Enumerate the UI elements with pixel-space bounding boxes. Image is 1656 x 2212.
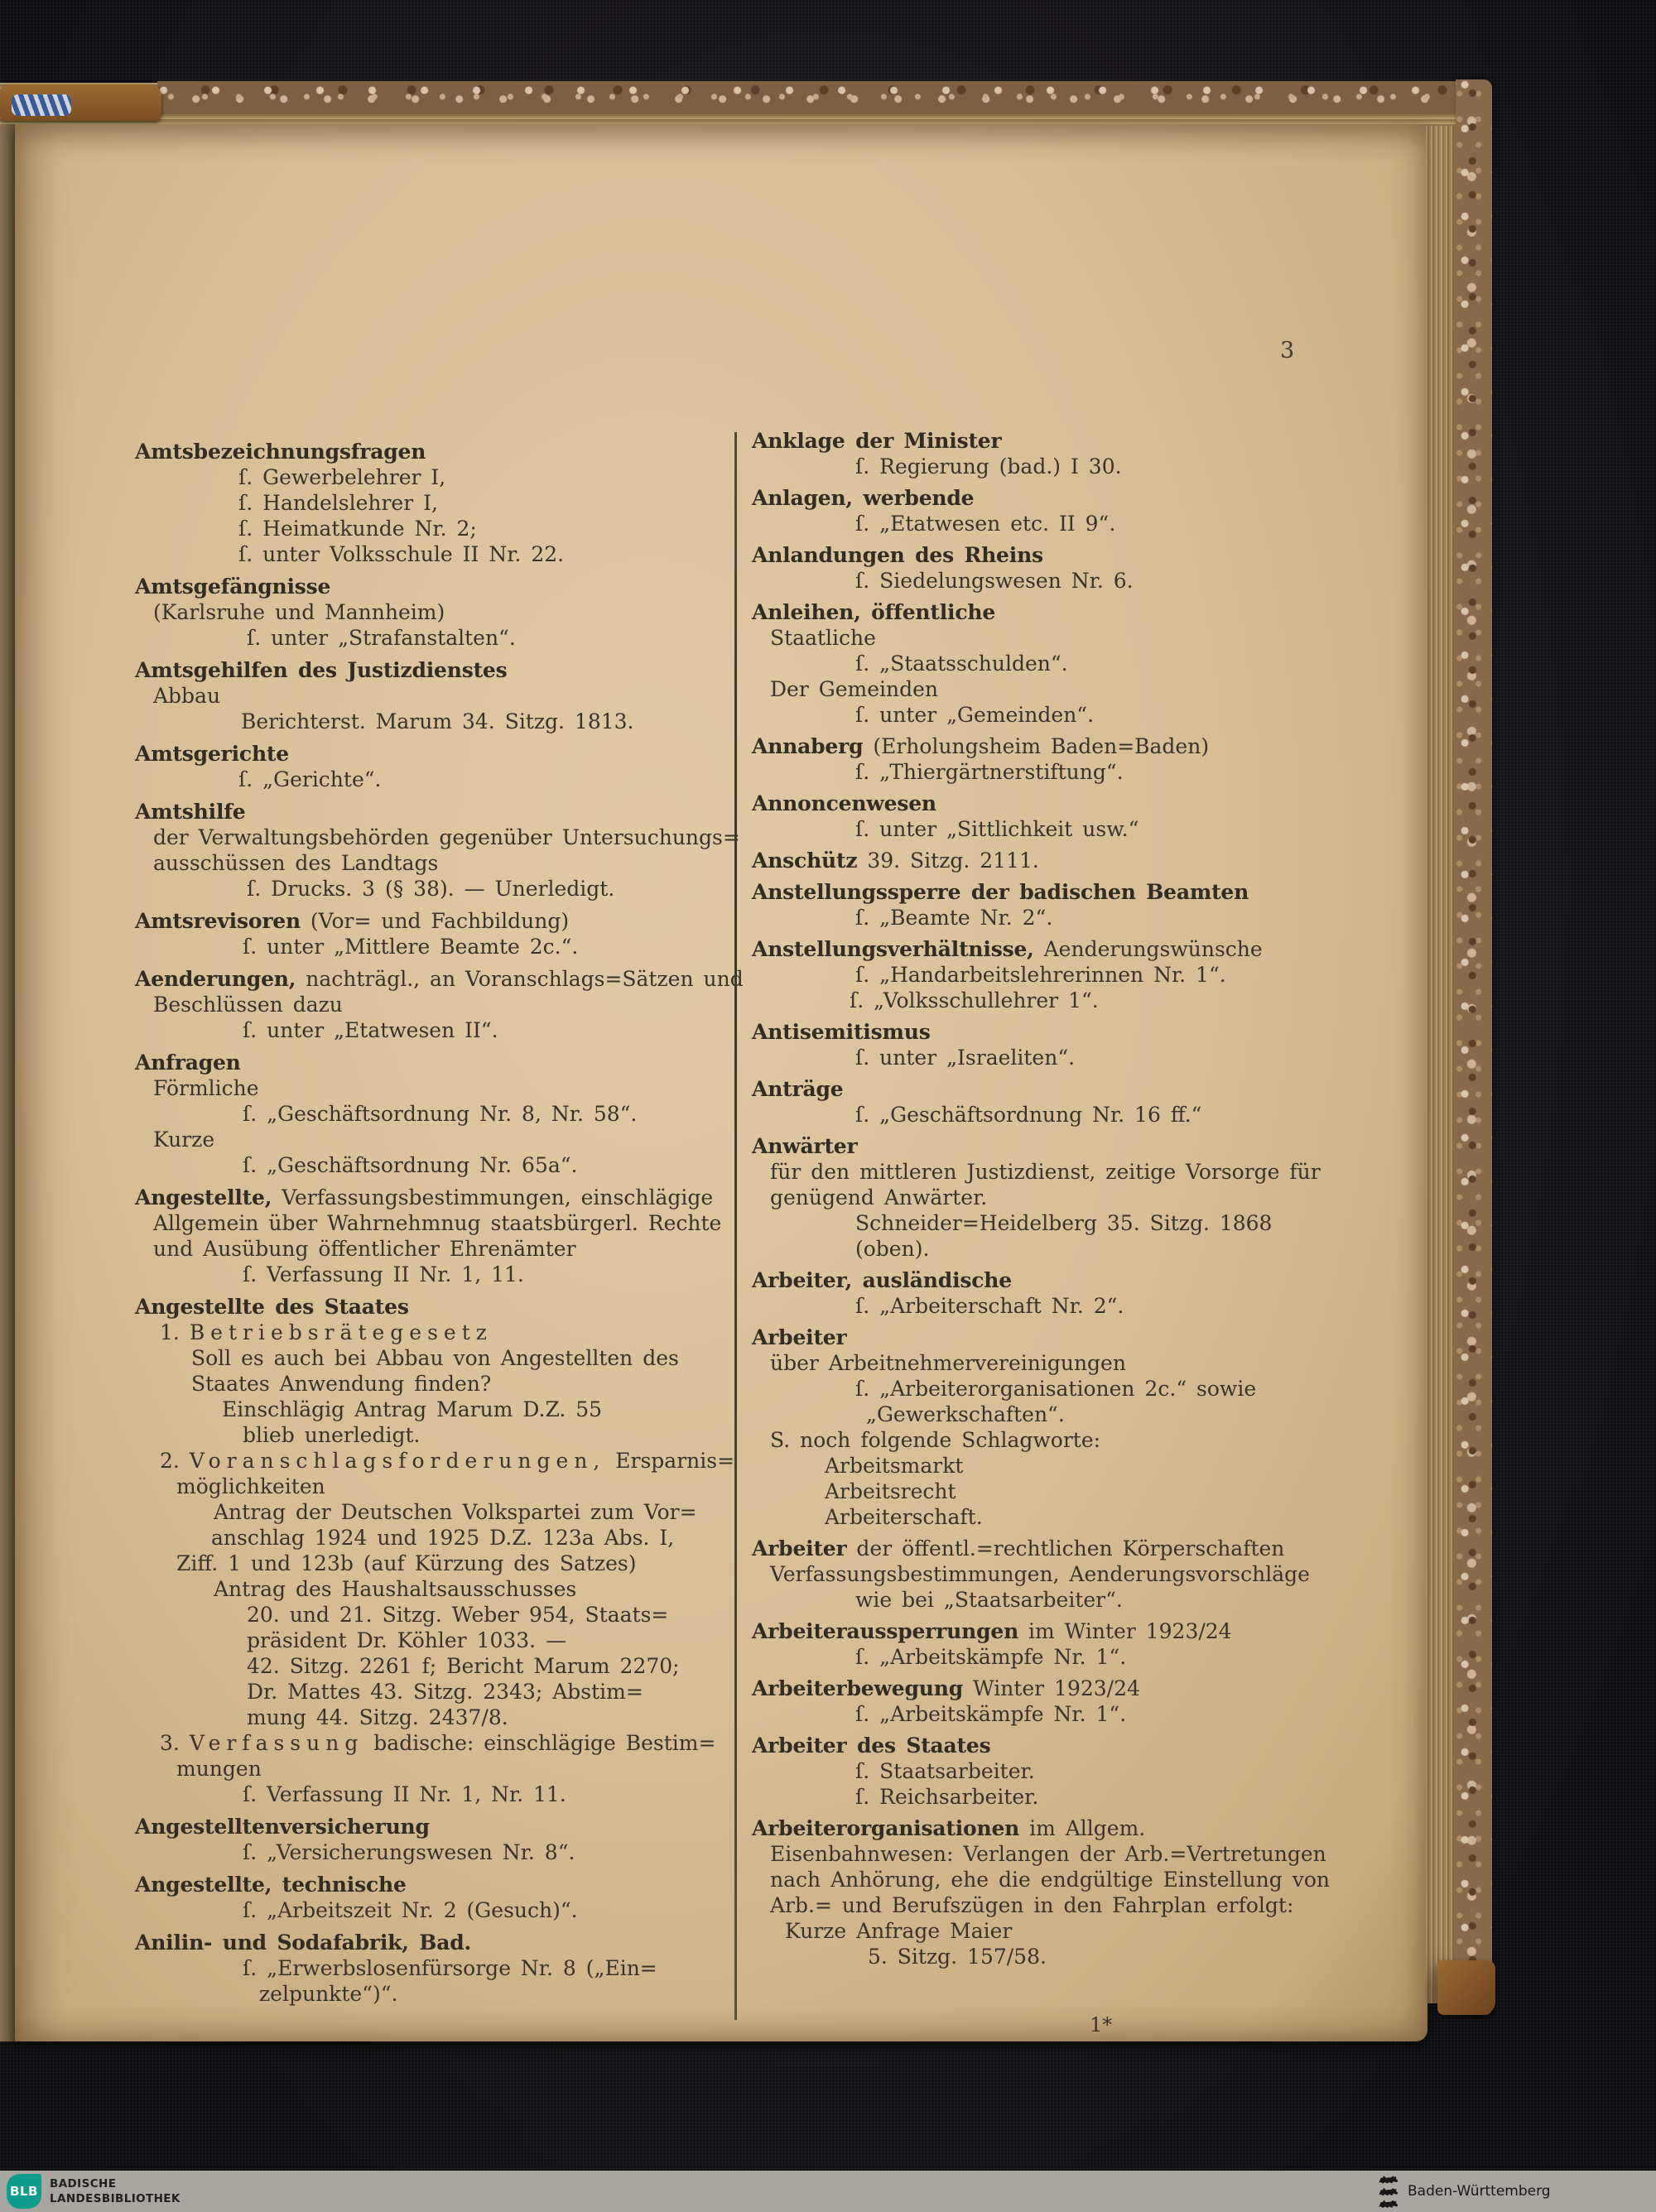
index-line: Eisenbahnwesen: Verlangen der Arb.=Vertretungen xyxy=(770,1842,1326,1866)
index-line: ſ. „Arbeitszeit Nr. 2 (Gesuch)“. xyxy=(243,1898,578,1922)
index-line: ſ. „Arbeiterschaft Nr. 2“. xyxy=(855,1294,1124,1318)
index-column-left xyxy=(135,432,744,2007)
index-line: ſ. „Thiergärtnerstiftung“. xyxy=(855,760,1124,784)
index-line: Kurze xyxy=(153,1128,215,1152)
index-line: ſ. Regierung (bad.) I 30. xyxy=(855,454,1122,478)
blb-logo-abbr: BLB xyxy=(10,2184,38,2199)
index-line: Arbeiterbewegung Winter 1923/24 xyxy=(752,1676,1140,1700)
index-line: ſ. Verfassung II Nr. 1, 11. xyxy=(243,1262,524,1286)
index-line: ſ. „Arbeiterorganisationen 2c.“ sowie xyxy=(855,1377,1257,1401)
index-line: Arbeiterorganisationen im Allgem. xyxy=(752,1816,1146,1840)
index-line: Anilin- und Sodafabrik, Bad. xyxy=(135,1931,472,1955)
gutter-page-sliver xyxy=(0,124,17,2041)
index-line: Arbeiter, ausländische xyxy=(752,1268,1012,1292)
index-line: Angestellte, Verfassungsbestimmungen, einschlägige xyxy=(135,1185,714,1209)
index-line: Soll es auch bei Abbau von Angestellten des xyxy=(191,1346,679,1370)
index-line: Amtsgefängnisse xyxy=(135,575,331,599)
page-number: 3 xyxy=(1280,338,1296,363)
index-line: Einschlägig Antrag Marum D.Z. 55 xyxy=(222,1397,603,1421)
index-line: Aenderungen, nachträgl., an Voranschlags=Sätzen und xyxy=(135,967,744,991)
index-line: Amtshilfe xyxy=(135,800,246,824)
index-line: der Verwaltungsbehörden gegenüber Untersuchungs= xyxy=(153,825,740,849)
index-line: 5. Sitzg. 157/58. xyxy=(868,1945,1047,1969)
column-divider-rule xyxy=(734,432,737,2020)
index-line: nach Anhörung, ehe die endgültige Einstellung von xyxy=(770,1868,1331,1892)
index-line: und Ausübung öffentlicher Ehrenämter xyxy=(153,1237,576,1261)
index-line: Anleihen, öffentliche xyxy=(752,600,996,624)
index-line: Antisemitismus xyxy=(752,1020,931,1044)
index-line: Annoncenwesen xyxy=(752,791,936,815)
index-line: ſ. Gewerbelehrer I, xyxy=(238,465,446,489)
index-line: ſ. „Handarbeitslehrerinnen Nr. 1“. xyxy=(855,963,1226,987)
index-line: ſ. „Erwerbslosenfürsorge Nr. 8 („Ein= xyxy=(243,1956,657,1980)
index-column-right xyxy=(752,422,1437,1969)
index-line: Angestellte, technische xyxy=(135,1873,407,1897)
index-line: ſ. „Arbeitskämpfe Nr. 1“. xyxy=(855,1702,1127,1726)
index-line: „Gewerkschaften“. xyxy=(866,1402,1065,1426)
index-line: ſ. Drucks. 3 (§ 38). — Unerledigt. xyxy=(247,877,615,901)
index-line: Amtsgerichte xyxy=(135,742,289,766)
signature-mark: 1* xyxy=(1090,2013,1113,2036)
book-headband xyxy=(12,94,71,116)
index-line: 20. und 21. Sitzg. Weber 954, Staats= xyxy=(247,1603,669,1627)
blb-logo-badge-icon xyxy=(7,2174,41,2209)
index-line: präsident Dr. Köhler 1033. — xyxy=(247,1628,567,1652)
index-line: ſ. Handelslehrer I, xyxy=(238,491,438,515)
index-line: Berichterst. Marum 34. Sitzg. 1813. xyxy=(241,709,634,733)
library-name xyxy=(50,2176,181,2206)
index-line: für den mittleren Justizdienst, zeitige Vorsorge für xyxy=(770,1160,1321,1184)
index-line: Antrag des Haushaltsausschusses xyxy=(214,1577,577,1601)
index-line: Abbau xyxy=(153,684,221,708)
index-line: 3. Verfassung badische: einschlägige Bestim= xyxy=(160,1731,716,1755)
index-line: Anstellungssperre der badischen Beamten xyxy=(752,880,1249,904)
index-line: Verfassungsbestimmungen, Aenderungsvorschläge xyxy=(770,1562,1310,1586)
index-line: ſ. „Versicherungswesen Nr. 8“. xyxy=(243,1840,575,1864)
index-line: mung 44. Sitzg. 2437/8. xyxy=(247,1705,508,1729)
index-line: Amtsrevisoren (Vor= und Fachbildung) xyxy=(135,909,570,933)
index-line: ſ. unter „Gemeinden“. xyxy=(855,703,1095,727)
index-line: ſ. „Staatsschulden“. xyxy=(855,652,1068,676)
index-line: anschlag 1924 und 1925 D.Z. 123a Abs. I, xyxy=(211,1526,675,1550)
index-line: über Arbeitnehmervereinigungen xyxy=(770,1351,1126,1375)
baden-wuerttemberg-coat-of-arms-icon xyxy=(1376,2174,1401,2209)
index-line: ſ. „Arbeitskämpfe Nr. 1“. xyxy=(855,1645,1127,1669)
index-line: Anwärter xyxy=(752,1134,858,1158)
index-line: Arb.= und Berufszügen in den Fahrplan erfolgt: xyxy=(770,1893,1294,1917)
index-line: ſ. „Geschäftsordnung Nr. 65a“. xyxy=(243,1153,578,1177)
index-line: Annaberg (Erholungsheim Baden=Baden) xyxy=(752,734,1210,758)
index-line: Staates Anwendung finden? xyxy=(191,1372,492,1396)
index-line: ſ. Heimatkunde Nr. 2; xyxy=(238,517,477,541)
index-line: ſ. unter Volksschule II Nr. 22. xyxy=(238,542,565,566)
index-line: 42. Sitzg. 2261 f; Bericht Marum 2270; xyxy=(247,1654,680,1678)
index-line: Arbeiter xyxy=(752,1325,847,1349)
index-line: Schneider=Heidelberg 35. Sitzg. 1868 xyxy=(855,1211,1273,1235)
index-line: 2. Voranschlagsforderungen, Ersparnis= xyxy=(160,1449,735,1473)
leather-corner-piece xyxy=(1437,1960,1495,2015)
index-line: Der Gemeinden xyxy=(770,677,938,701)
marbled-board-edge xyxy=(1456,79,1492,2015)
viewer-footer-bar xyxy=(0,2171,1656,2212)
index-line: Arbeitsrecht xyxy=(825,1479,956,1503)
index-line: ſ. unter „Sittlichkeit usw.“ xyxy=(855,817,1139,841)
index-line: Angestelltenversicherung xyxy=(135,1815,430,1839)
index-line: zelpunkte“)“. xyxy=(259,1982,398,2006)
index-line: ſ. „Geschäftsordnung Nr. 16 ff.“ xyxy=(855,1103,1202,1127)
index-line: Arbeiteraussperrungen im Winter 1923/24 xyxy=(752,1619,1232,1643)
library-name-line2: LANDESBIBLIOTHEK xyxy=(50,2192,181,2205)
index-line: ſ. „Geschäftsordnung Nr. 8, Nr. 58“. xyxy=(243,1102,638,1126)
index-line: Anfragen xyxy=(135,1051,241,1075)
index-line: Anlagen, werbende xyxy=(752,486,975,510)
index-line: Anklage der Minister xyxy=(752,429,1002,453)
index-line: Anträge xyxy=(752,1077,844,1101)
index-line: Angestellte des Staates xyxy=(135,1295,409,1319)
index-line: Ziff. 1 und 123b (auf Kürzung des Satzes) xyxy=(176,1551,637,1575)
index-line: ſ. Staatsarbeiter. xyxy=(855,1759,1035,1783)
page-stack-fore-edge xyxy=(1426,126,1456,2003)
index-line: genügend Anwärter. xyxy=(770,1185,988,1209)
book-page xyxy=(15,124,1427,2041)
index-line: ſ. Verfassung II Nr. 1, Nr. 11. xyxy=(243,1782,566,1806)
index-line: ſ. „Beamte Nr. 2“. xyxy=(855,906,1053,930)
index-line: ſ. „Etatwesen etc. II 9“. xyxy=(855,512,1116,536)
index-line: ſ. unter „Strafanstalten“. xyxy=(247,626,516,650)
index-line: ſ. unter „Israeliten“. xyxy=(855,1046,1076,1070)
index-line: S. noch folgende Schlagworte: xyxy=(770,1428,1101,1452)
index-line: Arbeitsmarkt xyxy=(825,1454,964,1478)
index-line: Arbeiterschaft. xyxy=(825,1505,983,1529)
index-line: Beschlüssen dazu xyxy=(153,993,343,1017)
index-line: blieb unerledigt. xyxy=(243,1423,421,1447)
index-line: Staatliche xyxy=(770,626,876,650)
index-line: ſ. unter „Mittlere Beamte 2c.“. xyxy=(243,935,579,959)
index-line: ſ. Reichsarbeiter. xyxy=(855,1785,1039,1809)
index-line: wie bei „Staatsarbeiter“. xyxy=(855,1588,1123,1612)
index-line: ſ. „Gerichte“. xyxy=(238,767,382,791)
library-name-line1: BADISCHE xyxy=(50,2177,117,2190)
index-line: Förmliche xyxy=(153,1076,259,1100)
index-line: Arbeiter der öffentl.=rechtlichen Körperschaften xyxy=(752,1536,1285,1560)
index-line: Allgemein über Wahrnehmnug staatsbürgerl. Rechte xyxy=(153,1211,722,1235)
index-line: Amtsbezeichnungsfragen xyxy=(135,440,426,464)
index-line: ſ. Siedelungswesen Nr. 6. xyxy=(855,569,1134,593)
index-line: Anschütz 39. Sitzg. 2111. xyxy=(752,849,1039,873)
index-line: (oben). xyxy=(855,1237,930,1261)
index-line: Kurze Anfrage Maier xyxy=(785,1919,1013,1943)
index-line: (Karlsruhe und Mannheim) xyxy=(153,600,445,624)
state-branding xyxy=(1376,2172,1551,2210)
index-line: 1. Betriebsrätegesetz xyxy=(160,1320,493,1344)
index-line: Dr. Mattes 43. Sitzg. 2343; Abstim= xyxy=(247,1680,643,1704)
index-line: Antrag der Deutschen Volkspartei zum Vor= xyxy=(214,1500,697,1524)
index-line: ſ. „Volksschullehrer 1“. xyxy=(850,988,1099,1012)
index-line: Anlandungen des Rheins xyxy=(752,543,1043,567)
index-line: ſ. unter „Etatwesen II“. xyxy=(243,1018,498,1042)
state-label: Baden-Württemberg xyxy=(1408,2183,1551,2200)
index-line: Amtsgehilfen des Justizdienstes xyxy=(135,658,508,682)
index-line: Arbeiter des Staates xyxy=(752,1734,991,1758)
index-line: möglichkeiten xyxy=(176,1474,325,1498)
index-line: mungen xyxy=(176,1757,262,1781)
marbled-board-top-edge xyxy=(157,81,1490,114)
index-line: ausschüssen des Landtags xyxy=(153,851,439,875)
index-line: Anstellungsverhältnisse, Aenderungswünsche xyxy=(752,937,1263,961)
